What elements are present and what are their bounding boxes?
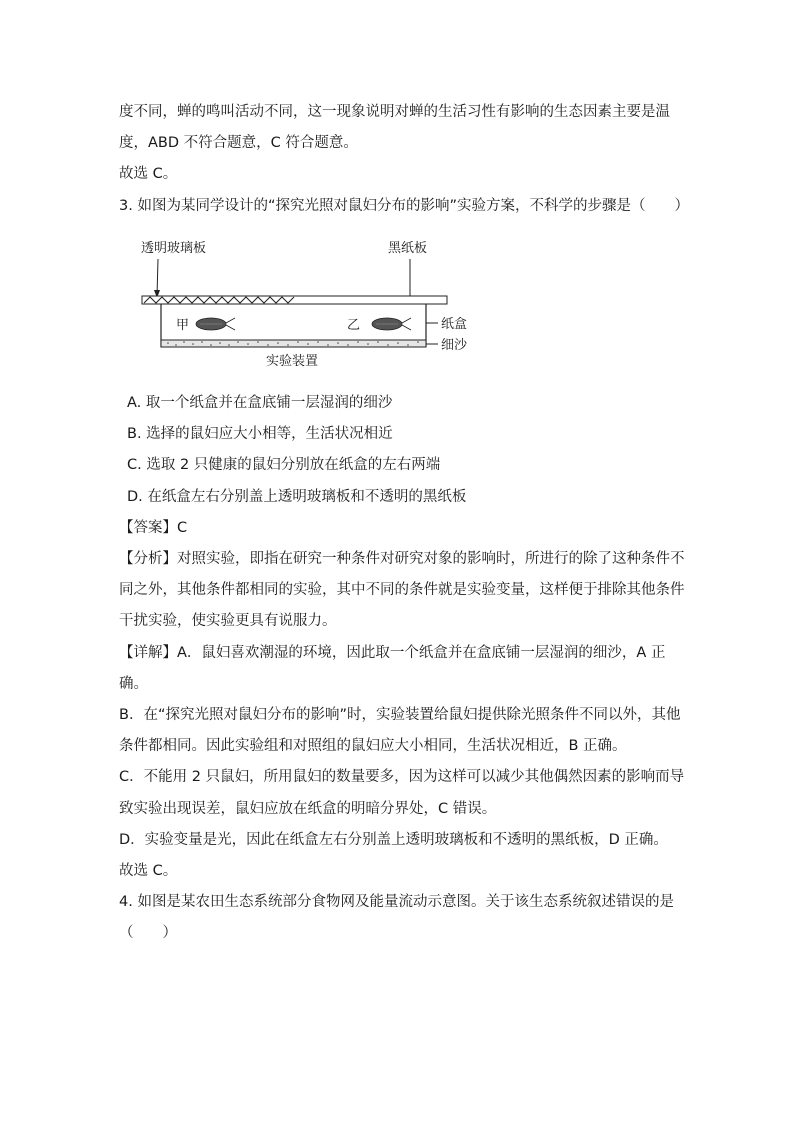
answer: 【答案】C xyxy=(119,520,188,536)
label-sand: 细沙 xyxy=(441,338,468,353)
question-3-stem: 3. 如图为某同学设计的“探究光照对鼠妇分布的影响”实验方案，不科学的步骤是（ ） xyxy=(119,198,689,214)
option-a: A. 取一个纸盒并在盒底铺一层湿润的细沙 xyxy=(127,395,393,411)
question-4-stem: 4. 如图是某农田生态系统部分食物网及能量流动示意图。关于该生态系统叙述错误的是 xyxy=(119,894,674,910)
woodlouse-left-icon xyxy=(196,318,235,330)
figure-caption: 实验装置 xyxy=(266,354,319,369)
detail-line: 故选 C。 xyxy=(119,863,178,879)
analysis-line: 【分析】对照实验，即指在研究一种条件对研究对象的影响时，所进行的除了这种条件不 xyxy=(119,551,685,567)
experiment-figure xyxy=(138,232,498,372)
label-glass: 透明玻璃板 xyxy=(141,241,207,256)
text-line: 度不同，蝉的鸣叫活动不同，这一现象说明对蝉的生活习性有影响的生态因素主要是温 xyxy=(119,104,670,120)
label-jia: 甲 xyxy=(176,318,190,333)
analysis-line: 同之外，其他条件都相同的实验，其中不同的条件就是实验变量，这样便于排除其他条件 xyxy=(119,582,685,598)
analysis-line: 干扰实验，使实验更具有说服力。 xyxy=(119,613,337,629)
option-d: D. 在纸盒左右分别盖上透明玻璃板和不透明的黑纸板 xyxy=(127,489,467,505)
text-line: 度，ABD 不符合题意，C 符合题意。 xyxy=(119,135,358,151)
detail-line: 条件都相同。因此实验组和对照组的鼠妇应大小相同，生活状况相近，B 正确。 xyxy=(119,738,627,754)
detail-line: 【详解】A．鼠妇喜欢潮湿的环境，因此取一个纸盒并在盒底铺一层湿润的细沙，A 正 xyxy=(119,645,666,661)
option-b: B. 选择的鼠妇应大小相等，生活状况相近 xyxy=(127,426,393,442)
text-line: 故选 C。 xyxy=(119,166,178,182)
woodlouse-right-icon xyxy=(372,318,411,330)
option-c: C. 选取 2 只健康的鼠妇分别放在纸盒的左右两端 xyxy=(127,457,441,473)
label-box: 纸盒 xyxy=(441,317,468,332)
label-black: 黑纸板 xyxy=(388,241,428,256)
question-4-paren: （ ） xyxy=(119,925,177,941)
detail-line: 致实验出现误差，鼠妇应放在纸盒的明暗分界处，C 错误。 xyxy=(119,801,497,817)
detail-line: B．在“探究光照对鼠妇分布的影响”时，实验装置给鼠妇提供除光照条件不同以外，其他 xyxy=(119,707,681,723)
detail-line: D．实验变量是光，因此在纸盒左右分别盖上透明玻璃板和不透明的黑纸板，D 正确。 xyxy=(119,832,668,848)
label-yi: 乙 xyxy=(347,318,361,333)
detail-line: 确。 xyxy=(119,676,148,692)
detail-line: C．不能用 2 只鼠妇，所用鼠妇的数量要多，因为这样可以减少其他偶然因素的影响而导 xyxy=(119,769,685,785)
